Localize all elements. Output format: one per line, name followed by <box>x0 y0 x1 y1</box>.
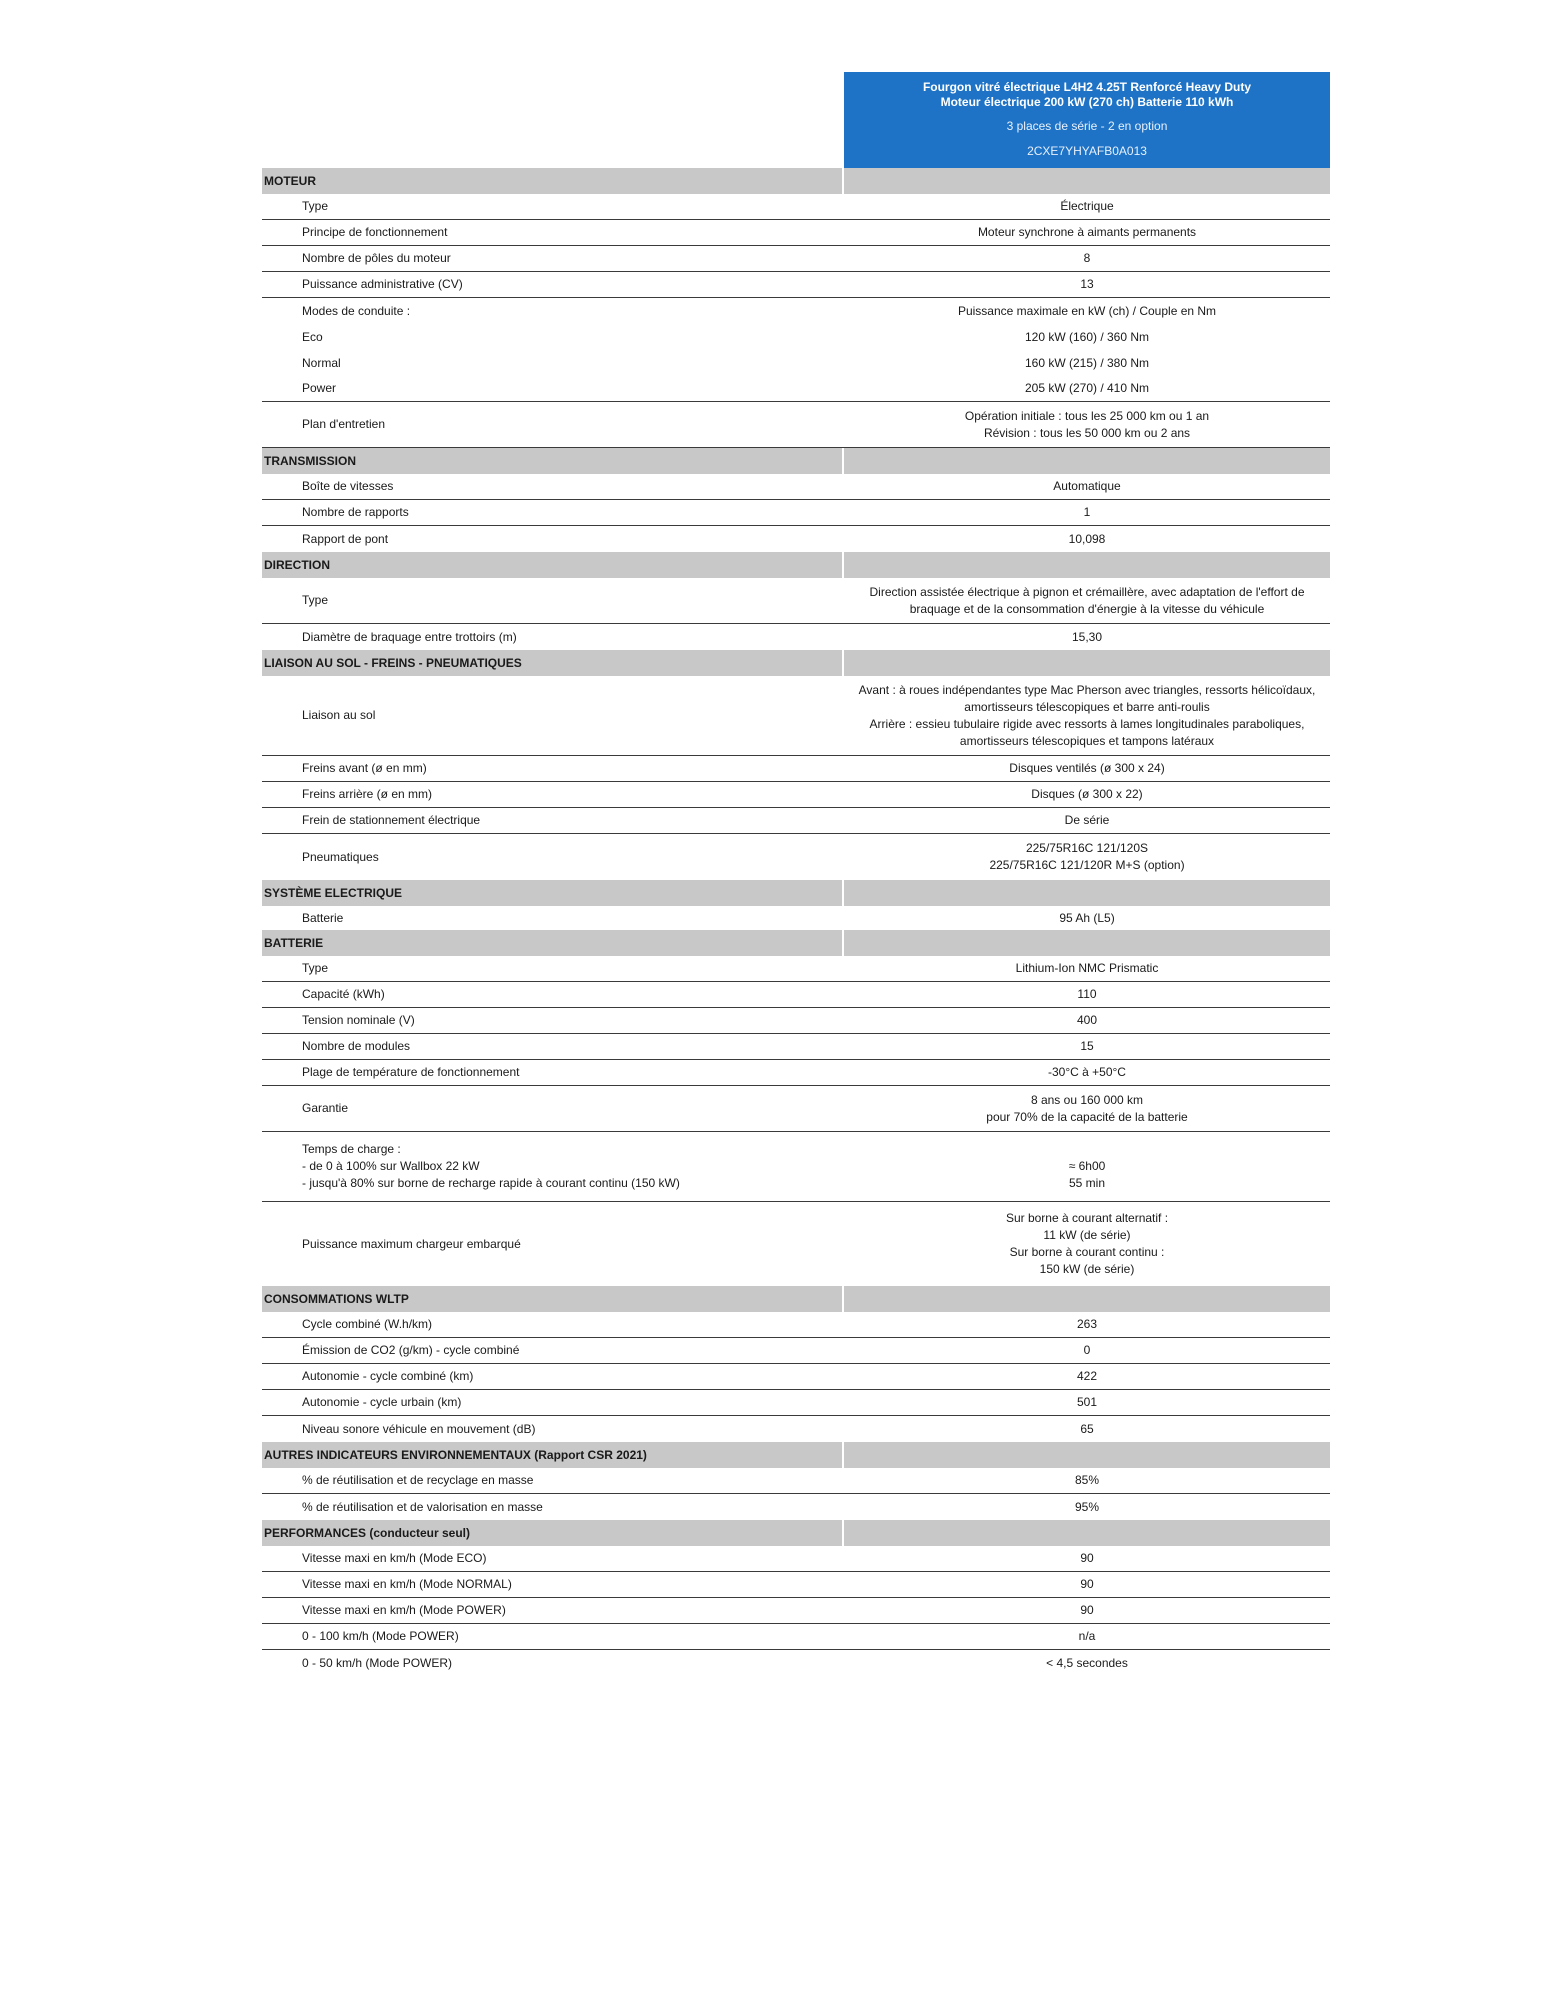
spec-value: Direction assistée électrique à pignon et crémaillère, avec adaptation de l'effort de braquage et de la consommation d'énergie à la vitesse du véhicule <box>869 584 1305 616</box>
spec-row <box>262 376 1330 402</box>
spec-row <box>262 1572 1330 1598</box>
spec-row <box>262 578 1330 624</box>
model-code: 2CXE7YHYAFB0A013 <box>1027 144 1147 158</box>
spec-label: Type <box>302 961 329 975</box>
section-header <box>262 650 1330 676</box>
spec-label: Nombre de pôles du moteur <box>302 251 451 265</box>
section-fill <box>844 1286 1330 1312</box>
spec-row <box>262 1034 1330 1060</box>
spec-row <box>262 298 1330 324</box>
spec-value: 205 kW (270) / 410 Nm <box>1024 381 1150 395</box>
section-header <box>262 1520 1330 1546</box>
spec-value: ≈ 6h00 55 min <box>1068 1159 1106 1190</box>
spec-value: Disques ventilés (ø 300 x 24) <box>1009 761 1165 775</box>
spec-label: Capacité (kWh) <box>302 987 385 1001</box>
spec-label: Puissance administrative (CV) <box>302 277 463 291</box>
spec-value: 15 <box>1080 1039 1094 1053</box>
spec-value: 422 <box>1076 1369 1098 1383</box>
spec-value: 400 <box>1076 1013 1098 1027</box>
section-header <box>262 930 1330 956</box>
section-fill <box>844 1520 1330 1546</box>
spec-row <box>262 1390 1330 1416</box>
section-header <box>262 880 1330 906</box>
spec-row <box>262 1416 1330 1442</box>
model-title-line2: Moteur électrique 200 kW (270 ch) Batterie 110 kWh <box>940 95 1234 109</box>
spec-label: Puissance maximum chargeur embarqué <box>302 1236 521 1251</box>
spec-value: 90 <box>1080 1577 1094 1591</box>
section-fill <box>844 552 1330 578</box>
spec-row <box>262 1202 1330 1286</box>
spec-label: Nombre de modules <box>302 1039 411 1053</box>
spec-value: De série <box>1064 813 1110 827</box>
spec-row <box>262 1624 1330 1650</box>
spec-row <box>262 1312 1330 1338</box>
spec-row <box>262 1468 1330 1494</box>
spec-label: Power <box>302 381 337 395</box>
spec-row <box>262 1008 1330 1034</box>
spec-row <box>262 808 1330 834</box>
header-spacer <box>262 72 844 168</box>
section-title: TRANSMISSION <box>262 448 844 474</box>
spec-value: 95 Ah (L5) <box>1059 910 1115 925</box>
spec-label: Autonomie - cycle urbain (km) <box>302 1395 462 1409</box>
spec-value: < 4,5 secondes <box>1046 1655 1128 1670</box>
spec-row <box>262 1364 1330 1390</box>
section-fill <box>844 880 1330 906</box>
spec-value: 85% <box>1074 1473 1100 1487</box>
spec-value: Sur borne à courant alternatif : 11 kW (de série) Sur borne à courant continu : 150 kW (de série) <box>1005 1211 1169 1276</box>
model-title-line1: Fourgon vitré électrique L4H2 4.25T Renforcé Heavy Duty <box>922 80 1252 94</box>
spec-label: Nombre de rapports <box>302 505 409 519</box>
spec-sheet <box>262 72 1330 1676</box>
section-header <box>262 448 1330 474</box>
spec-row <box>262 474 1330 500</box>
spec-value: n/a <box>1078 1629 1096 1643</box>
spec-label: Freins avant (ø en mm) <box>302 761 427 775</box>
spec-value: 8 ans ou 160 000 km pour 70% de la capacité de la batterie <box>986 1092 1188 1124</box>
spec-value: 13 <box>1080 277 1094 291</box>
spec-value: Moteur synchrone à aimants permanents <box>977 225 1197 239</box>
section-header <box>262 168 1330 194</box>
spec-label: Niveau sonore véhicule en mouvement (dB) <box>302 1421 536 1436</box>
spec-row <box>262 676 1330 756</box>
spec-label: Diamètre de braquage entre trottoirs (m) <box>302 629 517 644</box>
spec-row <box>262 956 1330 982</box>
section-fill <box>844 930 1330 956</box>
spec-value: Avant : à roues indépendantes type Mac Pherson avec triangles, ressorts hélicoïdaux, amortisseurs télescopiques et barre anti-roulis Arrière : essieu tubulaire rigide avec ressorts à lames longitudinales paraboliques, amortisseurs télescopiques et tampons latéraux <box>858 682 1316 748</box>
spec-label: Cycle combiné (W.h/km) <box>302 1317 433 1331</box>
spec-value: Électrique <box>1060 199 1114 213</box>
spec-label: 0 - 100 km/h (Mode POWER) <box>302 1629 459 1643</box>
spec-value: 8 <box>1083 251 1091 265</box>
spec-label: Frein de stationnement électrique <box>302 813 481 827</box>
spec-label: Normal <box>302 355 341 370</box>
spec-label: Batterie <box>302 910 344 925</box>
section-title: SYSTÈME ELECTRIQUE <box>262 880 844 906</box>
spec-value: 225/75R16C 121/120S 225/75R16C 121/120R M+S (option) <box>989 841 1185 872</box>
spec-label: Autonomie - cycle combiné (km) <box>302 1369 474 1383</box>
spec-value: 501 <box>1076 1395 1098 1409</box>
spec-row <box>262 1132 1330 1202</box>
spec-label: Type <box>302 593 329 607</box>
spec-value: 15,30 <box>1071 629 1103 644</box>
section-title: DIRECTION <box>262 552 844 578</box>
section-fill <box>844 650 1330 676</box>
spec-row <box>262 1546 1330 1572</box>
spec-row <box>262 194 1330 220</box>
spec-label: Vitesse maxi en km/h (Mode NORMAL) <box>302 1577 512 1591</box>
spec-label: Rapport de pont <box>302 531 389 546</box>
spec-value: 160 kW (215) / 380 Nm <box>1024 355 1150 370</box>
section-header <box>262 1442 1330 1468</box>
section-title: AUTRES INDICATEURS ENVIRONNEMENTAUX (Rapport CSR 2021) <box>262 1442 844 1468</box>
spec-value: Disques (ø 300 x 22) <box>1031 787 1143 801</box>
spec-row <box>262 1650 1330 1676</box>
section-header <box>262 1286 1330 1312</box>
spec-value: 1 <box>1083 505 1091 519</box>
section-title: BATTERIE <box>262 930 844 956</box>
spec-value: Opération initiale : tous les 25 000 km ou 1 an Révision : tous les 50 000 km ou 2 ans <box>964 408 1210 440</box>
section-fill <box>844 1442 1330 1468</box>
spec-row <box>262 1598 1330 1624</box>
spec-label: Modes de conduite : <box>302 303 411 318</box>
spec-label: Type <box>302 199 329 213</box>
spec-value: 0 <box>1083 1343 1091 1357</box>
spec-row <box>262 1060 1330 1086</box>
spec-row <box>262 1494 1330 1520</box>
spec-label: Plage de température de fonctionnement <box>302 1065 520 1079</box>
spec-label: Liaison au sol <box>302 708 376 722</box>
spec-label: Eco <box>302 329 323 344</box>
spec-label: Pneumatiques <box>302 849 379 864</box>
spec-label: Principe de fonctionnement <box>302 225 448 239</box>
spec-label: Temps de charge : - de 0 à 100% sur Wallbox 22 kW - jusqu'à 80% sur borne de recharge rapide à courant continu (150 kW) <box>302 1142 680 1190</box>
spec-value: 90 <box>1080 1551 1094 1565</box>
spec-label: Vitesse maxi en km/h (Mode ECO) <box>302 1551 487 1565</box>
spec-value: 10,098 <box>1068 531 1106 546</box>
spec-value: Puissance maximale en kW (ch) / Couple en Nm <box>957 303 1217 318</box>
spec-label: Émission de CO2 (g/km) - cycle combiné <box>302 1343 520 1357</box>
spec-row <box>262 834 1330 880</box>
seats-info: 3 places de série - 2 en option <box>1006 119 1168 133</box>
spec-value: Lithium-Ion NMC Prismatic <box>1015 961 1159 975</box>
spec-label: Garantie <box>302 1101 349 1115</box>
spec-row <box>262 1338 1330 1364</box>
section-header <box>262 552 1330 578</box>
spec-row <box>262 624 1330 650</box>
spec-row <box>262 350 1330 376</box>
section-fill <box>844 168 1330 194</box>
model-header <box>844 72 1330 168</box>
spec-row <box>262 756 1330 782</box>
spec-label: 0 - 50 km/h (Mode POWER) <box>302 1655 453 1670</box>
spec-value: Automatique <box>1053 479 1121 493</box>
spec-label: Tension nominale (V) <box>302 1013 415 1027</box>
spec-row <box>262 782 1330 808</box>
spec-row <box>262 272 1330 298</box>
section-title: PERFORMANCES (conducteur seul) <box>262 1520 844 1546</box>
spec-label: Boîte de vitesses <box>302 479 394 493</box>
spec-sections <box>262 168 1330 1676</box>
spec-row <box>262 982 1330 1008</box>
section-title: CONSOMMATIONS WLTP <box>262 1286 844 1312</box>
spec-row <box>262 246 1330 272</box>
spec-label: Plan d'entretien <box>302 417 386 431</box>
spec-value: 110 <box>1077 987 1097 1001</box>
header-row <box>262 72 1330 168</box>
spec-value: 120 kW (160) / 360 Nm <box>1024 329 1150 344</box>
spec-value: 263 <box>1076 1317 1098 1331</box>
spec-label: % de réutilisation et de valorisation en masse <box>302 1499 543 1514</box>
spec-row <box>262 500 1330 526</box>
spec-label: Vitesse maxi en km/h (Mode POWER) <box>302 1603 506 1617</box>
spec-row <box>262 1086 1330 1132</box>
spec-value: 95% <box>1074 1499 1100 1514</box>
spec-value: 65 <box>1080 1421 1094 1436</box>
spec-row <box>262 526 1330 552</box>
section-title: MOTEUR <box>262 168 844 194</box>
spec-value: -30°C à +50°C <box>1048 1065 1126 1079</box>
spec-row <box>262 906 1330 930</box>
spec-value: 90 <box>1080 1603 1094 1617</box>
section-fill <box>844 448 1330 474</box>
spec-row <box>262 324 1330 350</box>
spec-row <box>262 220 1330 246</box>
spec-label: % de réutilisation et de recyclage en masse <box>302 1473 534 1487</box>
section-title: LIAISON AU SOL - FREINS - PNEUMATIQUES <box>262 650 844 676</box>
spec-row <box>262 402 1330 448</box>
spec-label: Freins arrière (ø en mm) <box>302 787 433 801</box>
